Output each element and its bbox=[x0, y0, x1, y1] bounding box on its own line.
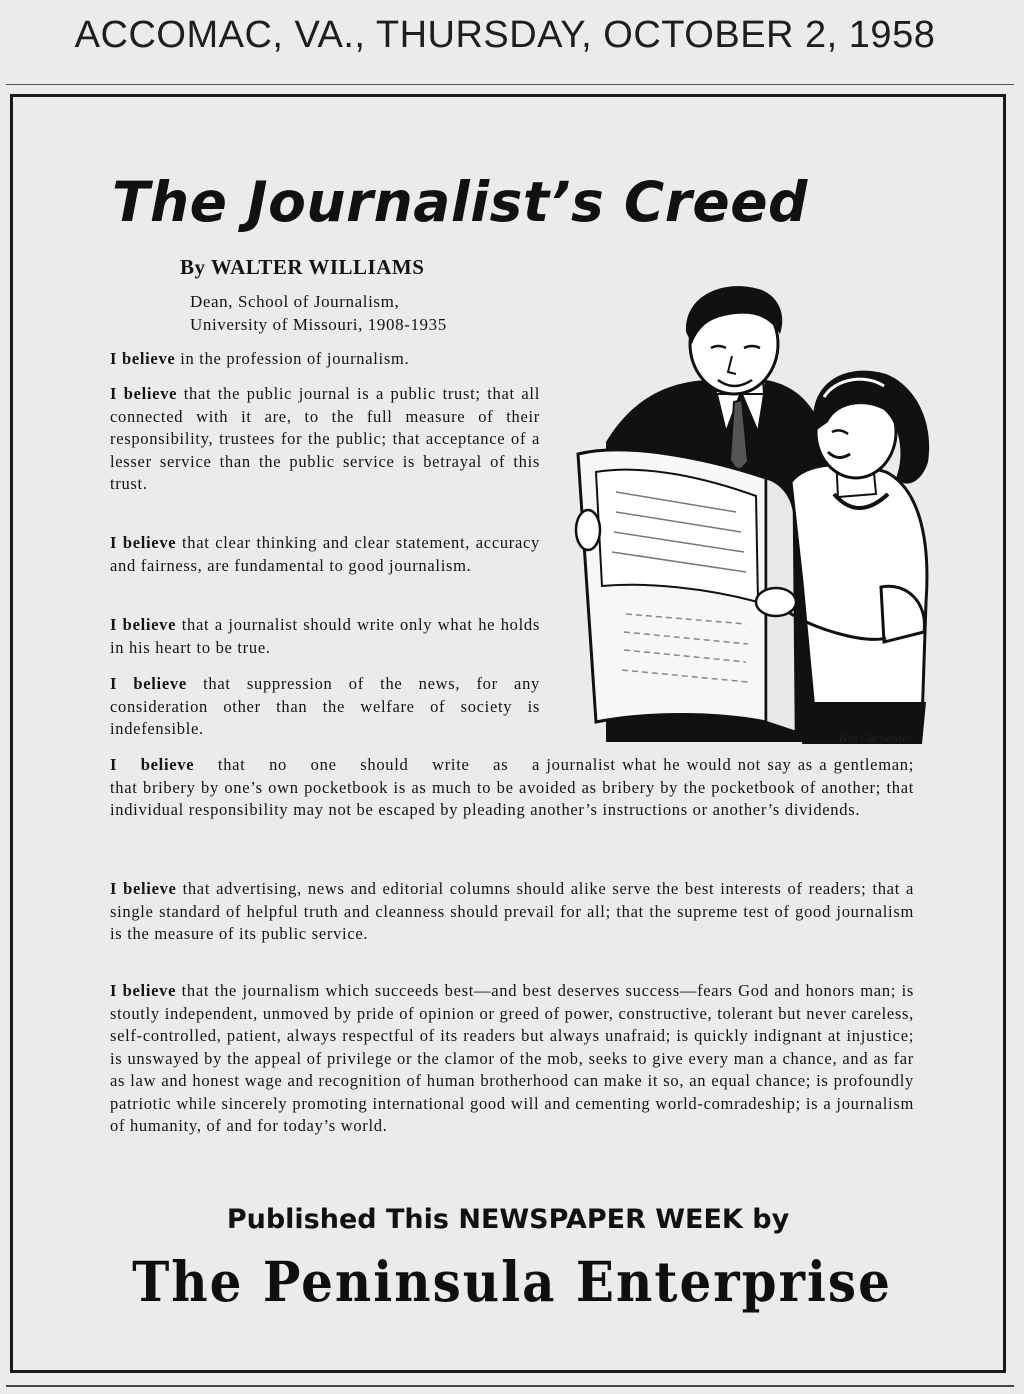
illustration-signature: Wm Carpenter bbox=[838, 734, 913, 745]
creed-lead: I believe bbox=[110, 349, 176, 368]
creed-lead: I believe bbox=[110, 755, 195, 774]
top-rule bbox=[6, 84, 1014, 85]
author-affiliation bbox=[190, 290, 447, 336]
creed-paragraph-2 bbox=[110, 383, 540, 496]
creed-text: that the public journal is a public trust; that all connected with it are, to the full measure of their responsibility, trustees for the public; that acceptance of a lesser service than the public service is betrayal of this trust. bbox=[110, 384, 540, 493]
newspaper-name: The Peninsula Enterprise bbox=[132, 1249, 892, 1314]
creed-paragraph-7 bbox=[110, 878, 914, 946]
creed-text: that clear thinking and clear statement, accuracy and fairness, are fundamental to good journalism. bbox=[110, 533, 540, 575]
creed-lead: I believe bbox=[110, 384, 178, 403]
affiliation-line-2: University of Missouri, 1908-1935 bbox=[190, 315, 447, 334]
creed-paragraph-5 bbox=[110, 673, 540, 741]
illustration-svg bbox=[566, 282, 944, 752]
creed-lead: I believe bbox=[110, 981, 177, 1000]
byline-author: WALTER WILLIAMS bbox=[210, 255, 425, 279]
creed-text: that advertising, news and editorial columns should alike serve the best interests of readers; that a single standard of helpful truth and cleanness should prevail for all; that the supreme test of good journalism is the measure of its public service. bbox=[110, 879, 914, 943]
byline-by: By bbox=[180, 255, 206, 279]
creed-paragraph-4 bbox=[110, 614, 540, 659]
bottom-rule bbox=[6, 1385, 1014, 1387]
creed-text: that suppression of the news, for any consideration other than the welfare of society is indefensible. bbox=[110, 674, 540, 738]
creed-lead: I believe bbox=[110, 674, 187, 693]
affiliation-line-1: Dean, School of Journalism, bbox=[190, 292, 400, 311]
creed-text: journalist what he would not say as a gentleman; that bribery by one’s own pocketbook is as much to be avoided as bribery by the pocketbook of another; that individual responsibility may not be escaped by pleading another’s instructions or another’s dividends. bbox=[110, 755, 914, 819]
page-title: The Journalist’s Creed bbox=[112, 170, 808, 234]
creed-paragraph-6 bbox=[110, 754, 914, 822]
creed-paragraph-1 bbox=[110, 348, 550, 371]
creed-lead-rest: that no one should write as a bbox=[194, 755, 540, 774]
creed-lead: I believe bbox=[110, 615, 177, 634]
dateline: ACCOMAC, VA., THURSDAY, OCTOBER 2, 1958 bbox=[74, 14, 936, 56]
creed-text: that the journalism which succeeds best—and best deserves success—fears God and honors man; is stoutly independent, unmoved by pride of opinion or greed of power, constructive, tolerant but never careless, self-controlled, patient, always respectful of its readers but always unafraid; is quickly indignant at injustice; is unswayed by the appeal of privilege or the clamor of the mob, seeks to give every man a chance, and as far as law and honest wage and recognition of human brotherhood can make it so, an equal chance; is profoundly patriotic while sincerely promoting international good will and cementing world-comradeship; is a journalism of humanity, of and for today’s world. bbox=[110, 981, 914, 1135]
creed-paragraph-3 bbox=[110, 532, 540, 577]
couple-reading-newspaper-illustration bbox=[566, 282, 944, 752]
creed-paragraph-8 bbox=[110, 980, 914, 1138]
published-line: Published This NEWSPAPER WEEK by bbox=[226, 1204, 790, 1235]
creed-text: in the profession of journalism. bbox=[175, 349, 410, 368]
creed-lead: I believe bbox=[110, 879, 177, 898]
creed-text: that a journalist should write only what he holds in his heart to be true. bbox=[110, 615, 540, 657]
creed-lead: I believe bbox=[110, 533, 177, 552]
byline bbox=[180, 255, 424, 280]
